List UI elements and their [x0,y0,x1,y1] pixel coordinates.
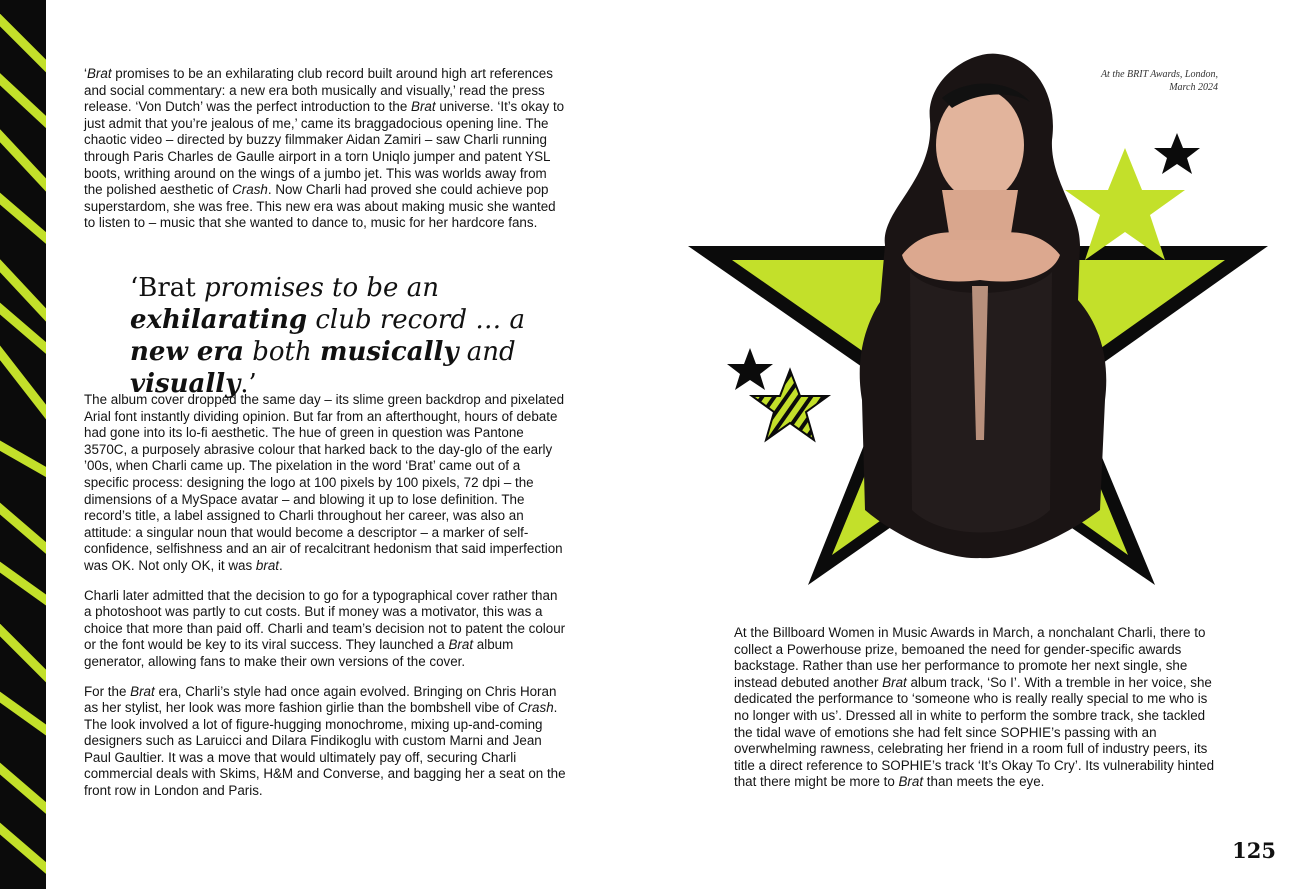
caption-line: March 2024 [1169,82,1218,93]
caption-line: At the BRIT Awards, London, [1100,69,1218,80]
right-column-body [734,625,1218,804]
paragraph: For the Brat era, Charli’s style had once again evolved. Bringing on Chris Horan as her stylist, her look was more fashion girlie than the bombshell vibe of Crash. The look involved a lot of figure-hugging monochrome, mixing up-and-coming designers such as Laruicci and Dilara Findikoglu with custom Marni and Jean Paul Gaultier. It was a move that would ultimately pay off, securing Charli commercial deals with Skims, H&M and Converse, and bagging her a seat on the front row in London and Paris. [84,683,566,799]
paragraph: Charli later admitted that the decision to go for a typographical cover rather than a photoshoot was partly to cut costs. But if money was a motivator, this was a choice that more than paid off. Charli and team’s decision not to patent the colour or the font would be key to its viral success. They launched a Brat album generator, allowing fans to make their own versions of the cover. [84,587,566,669]
black-star-small [1154,133,1200,174]
photo-star-illustration [680,40,1280,600]
portrait-photo [860,54,1107,558]
page-number: 125 [1232,838,1276,863]
decorative-stripe-band [0,0,46,889]
left-column-intro [84,66,568,245]
photo-caption [1058,68,1218,94]
paragraph: At the Billboard Women in Music Awards in March, a nonchalant Charli, there to collect a Powerhouse prize, bemoaned the need for gender-specific awards backstage. Rather than use her performance to promote her next single, she instead debuted another Brat album track, ‘So I’. With a tremble in her voice, she dedicated the performance to ‘someone who is really really special to me who is no longer with us’. Dressed all in white to perform the sombre track, she tackled the tidal wave of emotions she had felt since SOPHIE’s passing with an overwhelming rawness, celebrating her friend in a room full of industry peers, its title a direct reference to SOPHIE’s track ‘It’s Okay To Cry’. Its vulnerability hinted that there might be more to Brat than meets the eye. [734,625,1215,790]
paragraph: The album cover dropped the same day – its slime green backdrop and pixelated Arial font instantly dividing opinion. But far from an afterthought, hours of debate had gone into its lo-fi aesthetic. The hue of green in question was Pantone 3570C, a purposely abrasive colour that harked back to the day-glo of the early ’00s, when Charli came up. The pixelation in the word ‘Brat’ came out of a specific process: designing the logo at 100 pixels by 100 pixels, 72 dpi – the dimensions of a MySpace avatar – and blowing it up to lose definition. The record’s title, a label assigned to Charli throughout her career, was also an attitude: a singular noun that would become a descriptor – a marker of self-confidence, selfishness and an air of recalcitrant hedonism that said imperfection was OK. Not only OK, it was brat. [84,392,565,573]
black-star-left [727,348,773,390]
left-column-body [84,392,568,813]
striped-star-left [752,370,828,440]
paragraph: ‘Brat promises to be an exhilarating club record built around high art references and social commentary: a new era both musically and visually,’ read the press release. ‘Von Dutch’ was the perfect introduction to the Brat universe. ‘It’s okay to just admit that you’re jealous of me,’ came its braggadocious opening line. The chaotic video – directed by buzzy filmmaker Aidan Zamiri – saw Charli running through Paris Charles de Gaulle airport in a torn Uniqlo jumper and patent YSL boots, writhing around on the wings of a jumbo jet. This was worlds away from the polished aesthetic of Crash. Now Charli had proved she could achieve pop superstardom, she was free. This new era was about making music she wanted to listen to – music that she wanted to dance to, music for her hardcore fans. [84,66,565,231]
pull-quote: ‘Brat promises to be an exhilarating club record … a new era both musically and visually.’ [130,273,525,399]
diagonal-stripes-graphic [0,0,46,889]
